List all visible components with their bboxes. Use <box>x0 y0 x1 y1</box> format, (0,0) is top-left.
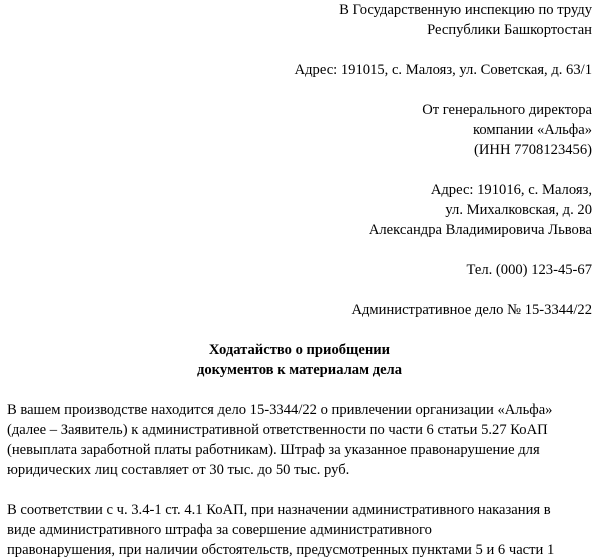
header-line: Адрес: 191015, с. Малояз, ул. Советская, д. 63/1 <box>294 62 592 78</box>
header-line-phone: Тел. (000) 123-45-67 <box>466 262 592 278</box>
header-line-case-number: Административное дело № 15-3344/22 <box>351 302 592 318</box>
header-block-applicant-address <box>7 180 592 240</box>
header-line: компании «Альфа» <box>473 122 592 138</box>
paragraph-line: виде административного штрафа за совершение административного <box>7 522 432 538</box>
paragraph-line: В соответствии с ч. 3.4-1 ст. 4.1 КоАП, при назначении административного наказания в <box>7 502 551 518</box>
header-line: ул. Михалковская, д. 20 <box>445 202 592 218</box>
paragraph-line: (далее – Заявитель) к административной ответственности по части 6 статьи 5.27 КоАП <box>7 422 548 438</box>
header-block-addressee-address <box>7 60 592 80</box>
document-title-line: Ходатайство о приобщении <box>208 342 391 358</box>
paragraph-line: (невыплата заработной платы работникам). Штраф за указанное правонарушение для <box>7 442 540 458</box>
paragraph-legal-basis <box>7 500 592 560</box>
header-block-addressee-authority <box>7 0 592 40</box>
header-line-applicant-name: Александра Владимировича Львова <box>368 222 592 238</box>
header-line: В Государственную инспекцию по труду <box>339 2 592 18</box>
header-block-applicant-organization <box>7 100 592 160</box>
header-block-case-reference <box>7 300 592 320</box>
header-line-inn: (ИНН 7708123456) <box>474 142 592 158</box>
paragraph-line: В вашем производстве находится дело 15-3344/22 о привлечении организации «Альфа» <box>7 402 553 418</box>
paragraph-line: юридических лиц составляет от 30 тыс. до 50 тыс. руб. <box>7 462 350 478</box>
header-line: От генерального директора <box>422 102 592 118</box>
document-title <box>7 340 592 380</box>
paragraph-case-description <box>7 400 592 480</box>
header-line: Республики Башкортостан <box>427 22 592 38</box>
header-line: Адрес: 191016, с. Малояз, <box>430 182 592 198</box>
document-title-line: документов к материалам дела <box>196 362 403 378</box>
paragraph-line: правонарушения, при наличии обстоятельств, предусмотренных пунктами 5 и 6 части 1 <box>7 542 555 558</box>
header-block-applicant-phone <box>7 260 592 280</box>
